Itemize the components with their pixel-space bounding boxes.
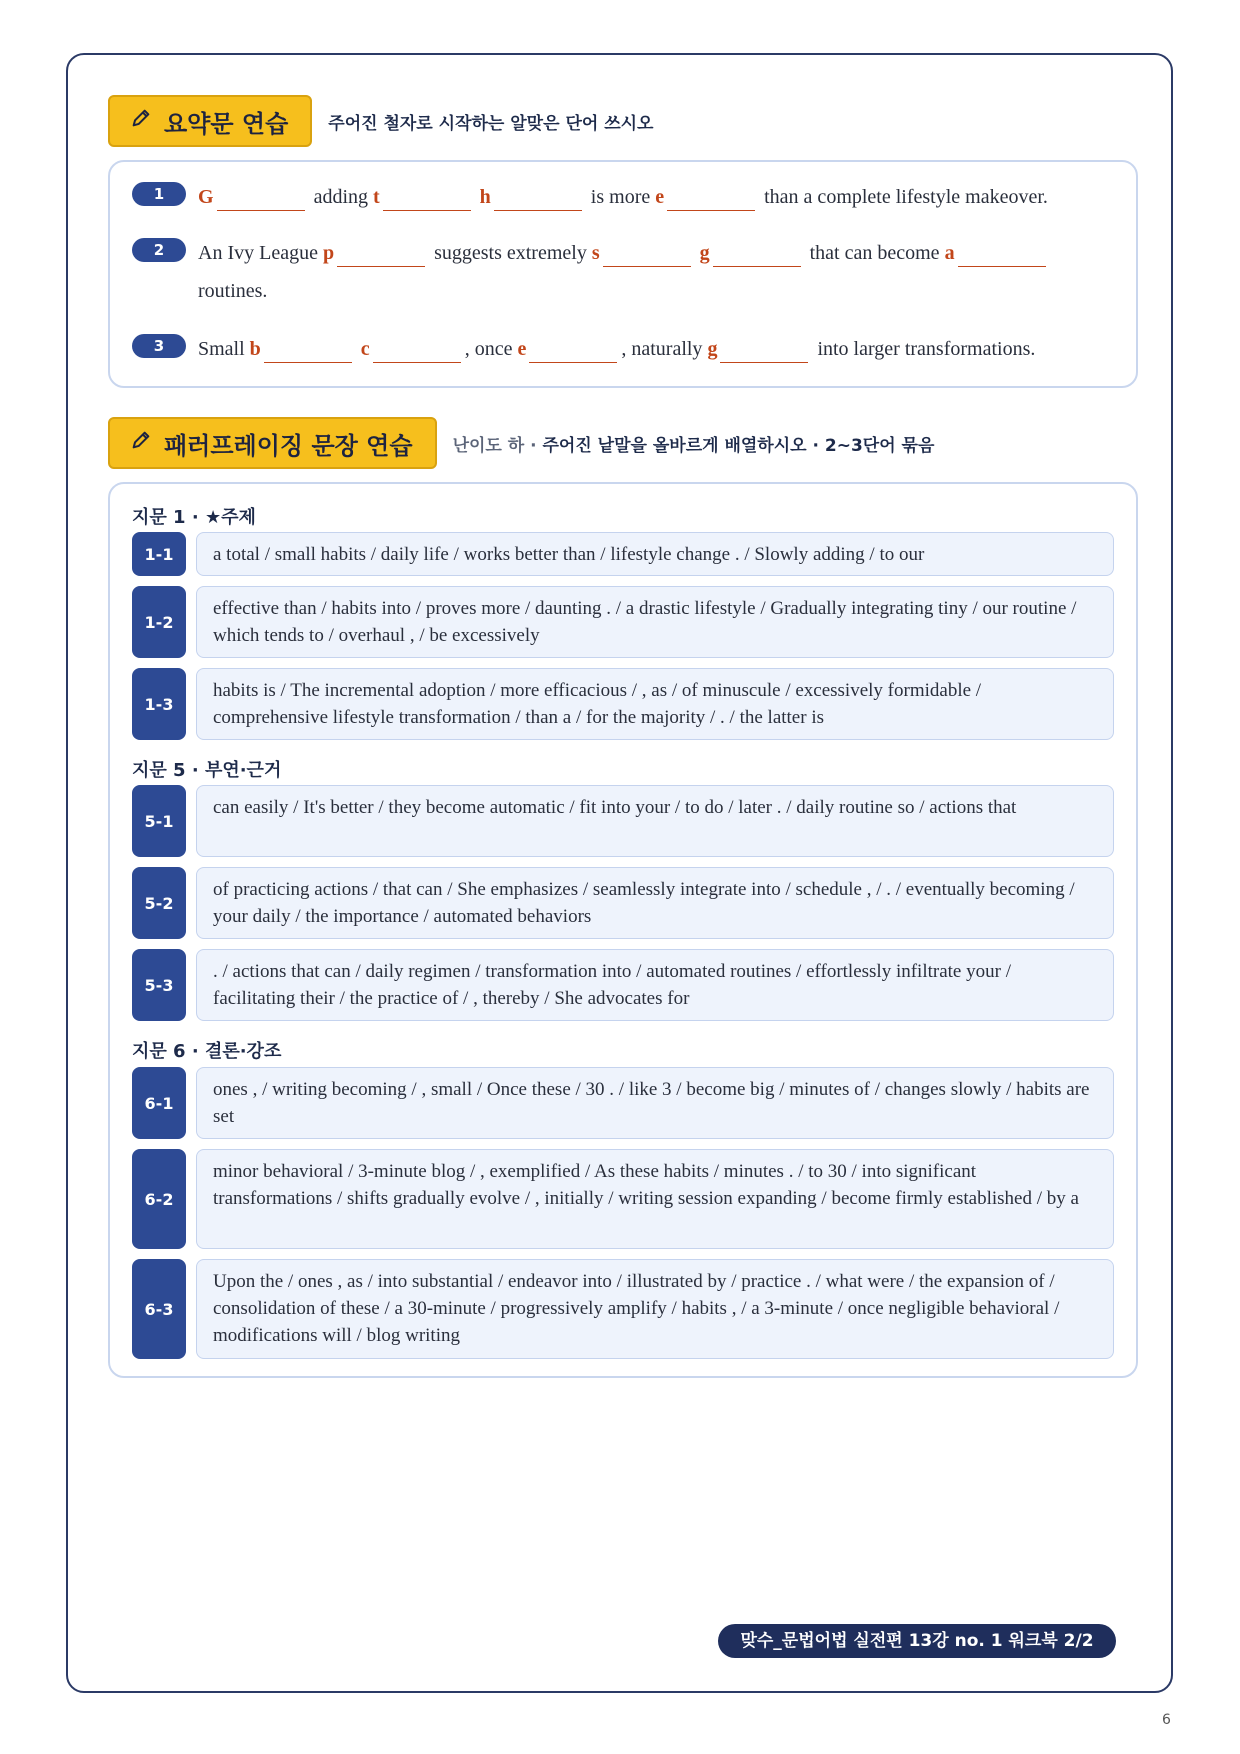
answer-blank[interactable] (264, 333, 352, 363)
item-number: 5-2 (132, 867, 186, 939)
paraphrase-item (132, 867, 1114, 939)
item-number: 5-3 (132, 949, 186, 1021)
hint-letter: g (699, 242, 710, 264)
footer-label: 맞수_문법어법 실전편 13강 no. 1 워크북 2/2 (718, 1624, 1116, 1658)
hint-letter: G (198, 186, 214, 208)
summary-item-number: 1 (132, 182, 186, 206)
item-number: 6-2 (132, 1149, 186, 1249)
summary-sentence (198, 224, 1116, 310)
hint-letter: c (360, 338, 370, 360)
summary-item-number: 2 (132, 238, 186, 262)
summary-text: suggests extremely (434, 242, 587, 264)
summary-item (132, 162, 1116, 222)
summary-card (108, 160, 1138, 388)
pencil-icon (130, 107, 152, 135)
summary-item-number: 3 (132, 334, 186, 358)
paraphrase-instruction: 난이도 하 · 주어진 낱말을 올바르게 배열하시오 · 2~3단어 묶음 (452, 435, 935, 456)
word-chunks: a total / small habits / daily life / works better than / lifestyle change . / Slowly adding / to our (196, 532, 1114, 576)
word-chunks: ones , / writing becoming / , small / Once these / 30 . / like 3 / become big / minutes of / changes slowly / habits are set (196, 1067, 1114, 1139)
hint-letter: a (944, 242, 955, 264)
hint-letter: e (655, 186, 665, 208)
paraphrase-item (132, 532, 1114, 576)
word-chunks: . / actions that can / daily regimen / transformation into / automated routines / effortlessly infiltrate your / facilitating their / the practice of / , thereby / She advocates for (196, 949, 1114, 1021)
item-number: 1-2 (132, 586, 186, 658)
difficulty-label: 난이도 하 (452, 435, 525, 456)
paraphrase-item (132, 668, 1114, 740)
passage-label: 지문 5 · 부연·근거 (132, 760, 282, 781)
answer-blank[interactable] (373, 333, 461, 363)
item-number: 6-3 (132, 1259, 186, 1359)
summary-text: routines. (198, 280, 268, 302)
paraphrase-section-tag (108, 417, 437, 469)
answer-blank[interactable] (494, 181, 582, 211)
summary-section-title: 요약문 연습 (164, 109, 289, 138)
paraphrase-section-header (108, 417, 934, 469)
paraphrase-item (132, 785, 1114, 857)
hint-letter: b (249, 338, 261, 360)
summary-text: , naturally (621, 338, 703, 360)
instruction-text: 주어진 낱말을 올바르게 배열하시오 (542, 435, 807, 456)
item-number: 1-1 (132, 532, 186, 576)
item-number: 1-3 (132, 668, 186, 740)
summary-section-tag (108, 95, 312, 147)
answer-blank[interactable] (720, 333, 808, 363)
grouping-text: 2~3단어 묶음 (824, 435, 935, 456)
summary-text: An Ivy League (198, 242, 318, 264)
answer-blank[interactable] (383, 181, 471, 211)
item-number: 5-1 (132, 785, 186, 857)
summary-text: that can become (809, 242, 940, 264)
paraphrase-section-title: 패러프레이징 문장 연습 (164, 431, 413, 460)
answer-blank[interactable] (337, 237, 425, 267)
summary-text: Small (198, 338, 245, 360)
paraphrase-item (132, 586, 1114, 658)
hint-letter: e (517, 338, 527, 360)
word-chunks: Upon the / ones , as / into substantial / endeavor into / illustrated by / practice . / what were / the expansion of / consolidation of these / a 30-minute / progressively amplify / habits , / a 3-minute / once negligible behavioral / modifications will / blog writing (196, 1259, 1114, 1359)
summary-instruction: 주어진 철자로 시작하는 알맞은 단어 쓰시오 (328, 113, 654, 134)
pencil-icon (130, 429, 152, 457)
paraphrase-item (132, 1067, 1114, 1139)
paraphrase-card (108, 482, 1138, 1378)
answer-blank[interactable] (958, 237, 1046, 267)
hint-letter: p (322, 242, 335, 264)
word-chunks: can easily / It's better / they become automatic / fit into your / to do / later . / daily routine so / actions that (196, 785, 1114, 857)
answer-blank[interactable] (667, 181, 755, 211)
passage-label: 지문 6 · 결론·강조 (132, 1041, 282, 1062)
page-number: 6 (1162, 1712, 1171, 1728)
hint-letter: t (373, 186, 380, 208)
passage-label: 지문 1 · ★주제 (132, 507, 256, 528)
paraphrase-item (132, 1149, 1114, 1249)
hint-letter: h (479, 186, 491, 208)
summary-item (132, 314, 1116, 374)
summary-section-header (108, 95, 653, 147)
answer-blank[interactable] (217, 181, 305, 211)
answer-blank[interactable] (603, 237, 691, 267)
summary-text: is more (590, 186, 651, 208)
paraphrase-item (132, 1259, 1114, 1359)
word-chunks: minor behavioral / 3-minute blog / , exemplified / As these habits / minutes . / to 30 / into significant transformations / shifts gradually evolve / , initially / writing session expanding / become firmly established / by a (196, 1149, 1114, 1249)
summary-text: adding (313, 186, 368, 208)
answer-blank[interactable] (529, 333, 617, 363)
word-chunks: habits is / The incremental adoption / more efficacious / , as / of minuscule / excessively formidable / comprehensive lifestyle transformation / than a / for the majority / . / the latter is (196, 668, 1114, 740)
hint-letter: g (707, 338, 718, 360)
summary-text: , once (464, 338, 513, 360)
item-number: 6-1 (132, 1067, 186, 1139)
summary-text: into larger transformations. (817, 338, 1036, 360)
summary-sentence (198, 320, 1116, 378)
summary-item (132, 218, 1116, 314)
word-chunks: effective than / habits into / proves more / daunting . / a drastic lifestyle / Gradually integrating tiny / our routine / which tends to / overhaul , / be excessively (196, 586, 1114, 658)
summary-text: than a complete lifestyle makeover. (764, 186, 1048, 208)
paraphrase-item (132, 949, 1114, 1021)
hint-letter: s (591, 242, 600, 264)
answer-blank[interactable] (713, 237, 801, 267)
word-chunks: of practicing actions / that can / She emphasizes / seamlessly integrate into / schedule , / . / eventually becoming / your daily / the importance / automated behaviors (196, 867, 1114, 939)
